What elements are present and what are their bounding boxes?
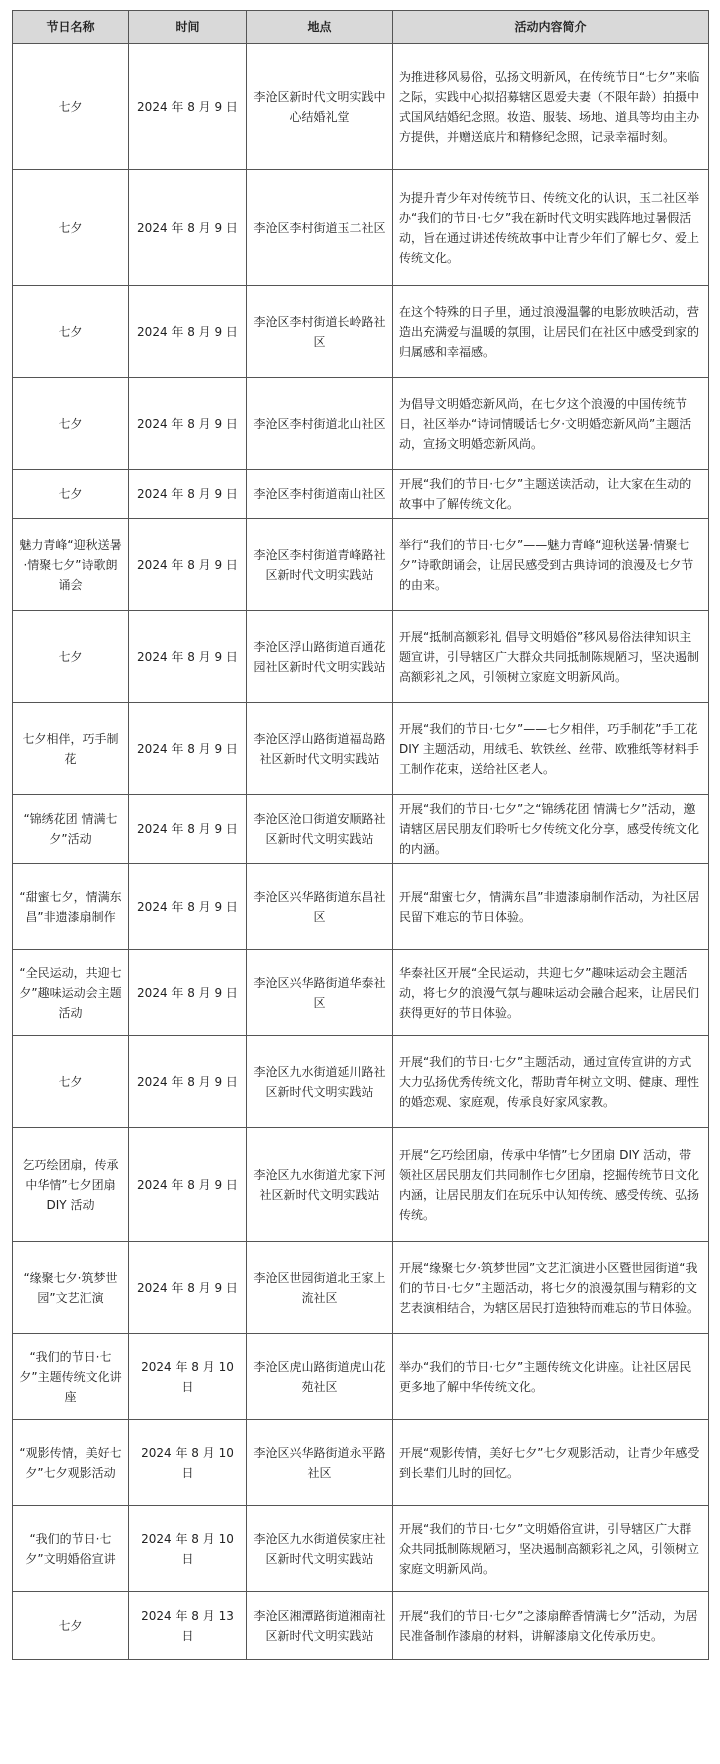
description-cell: 开展“我们的节日·七夕”主题活动，通过宣传宣讲的方式大力弘扬优秀传统文化，帮助青年树立文明、健康、理性的婚恋观、家庭观，传承良好家风家教。 (393, 1036, 709, 1128)
festival-name-cell: 七夕 (13, 470, 129, 519)
festival-name-cell: 七夕 (13, 170, 129, 286)
description-cell: 开展“我们的节日·七夕”主题送读活动，让大家在生动的故事中了解传统文化。 (393, 470, 709, 519)
location-cell: 李沧区浮山路街道福岛路社区新时代文明实践站 (247, 703, 393, 795)
table-row (13, 1036, 709, 1128)
festival-name-cell: 七夕 (13, 44, 129, 170)
location-cell: 李沧区李村街道北山社区 (247, 378, 393, 470)
time-cell: 2024 年 8 月 9 日 (129, 611, 247, 703)
location-cell: 李沧区李村街道玉二社区 (247, 170, 393, 286)
festival-name-cell: 七夕 (13, 378, 129, 470)
events-table (12, 10, 709, 1660)
table-row (13, 795, 709, 864)
description-cell: 华泰社区开展“全民运动，共迎七夕”趣味运动会主题活动，将七夕的浪漫气氛与趣味运动会融合起来，让居民们获得更好的节日体验。 (393, 950, 709, 1036)
location-cell: 李沧区世园街道北王家上流社区 (247, 1242, 393, 1334)
table-header-row (13, 11, 709, 44)
time-cell: 2024 年 8 月 10 日 (129, 1506, 247, 1592)
table-row (13, 1420, 709, 1506)
location-cell: 李沧区九水街道延川路社区新时代文明实践站 (247, 1036, 393, 1128)
time-cell: 2024 年 8 月 9 日 (129, 795, 247, 864)
festival-name-cell: 魅力青峰“迎秋送暑·情聚七夕”诗歌朗诵会 (13, 519, 129, 611)
time-cell: 2024 年 8 月 10 日 (129, 1334, 247, 1420)
festival-name-cell: “观影传情，美好七夕”七夕观影活动 (13, 1420, 129, 1506)
header-time: 时间 (129, 11, 247, 44)
description-cell: 开展“缘聚七夕·筑梦世园”文艺汇演进小区暨世园街道“我们的节日·七夕”主题活动，将七夕的浪漫氛围与精彩的文艺表演相结合，为辖区居民打造独特而难忘的节日体验。 (393, 1242, 709, 1334)
festival-name-cell: “我们的节日·七夕”文明婚俗宣讲 (13, 1506, 129, 1592)
festival-name-cell: 七夕相伴，巧手制花 (13, 703, 129, 795)
time-cell: 2024 年 8 月 9 日 (129, 286, 247, 378)
description-cell: 开展“观影传情，美好七夕”七夕观影活动，让青少年感受到长辈们儿时的回忆。 (393, 1420, 709, 1506)
location-cell: 李沧区虎山路街道虎山花苑社区 (247, 1334, 393, 1420)
time-cell: 2024 年 8 月 9 日 (129, 519, 247, 611)
time-cell: 2024 年 8 月 9 日 (129, 950, 247, 1036)
festival-name-cell: “甜蜜七夕，情满东昌”非遗漆扇制作 (13, 864, 129, 950)
festival-name-cell: “锦绣花团 情满七夕”活动 (13, 795, 129, 864)
table-row (13, 950, 709, 1036)
time-cell: 2024 年 8 月 13 日 (129, 1592, 247, 1660)
description-cell: 开展“我们的节日·七夕”之漆扇醉香情满七夕”活动，为居民准备制作漆扇的材料，讲解漆扇文化传承历史。 (393, 1592, 709, 1660)
description-cell: 举行“我们的节日·七夕”——魅力青峰“迎秋送暑·情聚七夕”诗歌朗诵会，让居民感受到古典诗词的浪漫及七夕节的由来。 (393, 519, 709, 611)
festival-name-cell: 七夕 (13, 286, 129, 378)
description-cell: 开展“甜蜜七夕，情满东昌”非遗漆扇制作活动，为社区居民留下难忘的节日体验。 (393, 864, 709, 950)
location-cell: 李沧区李村街道长岭路社区 (247, 286, 393, 378)
time-cell: 2024 年 8 月 9 日 (129, 703, 247, 795)
table-row (13, 703, 709, 795)
location-cell: 李沧区浮山路街道百通花园社区新时代文明实践站 (247, 611, 393, 703)
time-cell: 2024 年 8 月 9 日 (129, 378, 247, 470)
location-cell: 李沧区沧口街道安顺路社区新时代文明实践站 (247, 795, 393, 864)
table-row (13, 1242, 709, 1334)
festival-name-cell: 乞巧绘团扇，传承中华情”七夕团扇 DIY 活动 (13, 1128, 129, 1242)
table-row (13, 611, 709, 703)
description-cell: 开展“我们的节日·七夕”文明婚俗宣讲，引导辖区广大群众共同抵制陈规陋习，坚决遏制高额彩礼之风，引领树立家庭文明新风尚。 (393, 1506, 709, 1592)
time-cell: 2024 年 8 月 9 日 (129, 1128, 247, 1242)
festival-name-cell: “缘聚七夕·筑梦世园”文艺汇演 (13, 1242, 129, 1334)
table-row (13, 470, 709, 519)
time-cell: 2024 年 8 月 9 日 (129, 1242, 247, 1334)
header-location: 地点 (247, 11, 393, 44)
festival-name-cell: 七夕 (13, 1592, 129, 1660)
table-row (13, 378, 709, 470)
table-row (13, 1128, 709, 1242)
location-cell: 李沧区李村街道南山社区 (247, 470, 393, 519)
table-row (13, 170, 709, 286)
time-cell: 2024 年 8 月 10 日 (129, 1420, 247, 1506)
description-cell: 为推进移风易俗，弘扬文明新风，在传统节日“七夕”来临之际，实践中心拟招募辖区恩爱夫妻（不限年龄）拍摄中式国风结婚纪念照。妆造、服装、场地、道具等均由主办方提供，并赠送底片和精修纪念照，记录幸福时刻。 (393, 44, 709, 170)
time-cell: 2024 年 8 月 9 日 (129, 864, 247, 950)
description-cell: 为倡导文明婚恋新风尚，在七夕这个浪漫的中国传统节日，社区举办“诗词情暖话七夕·文明婚恋新风尚”主题活动，宣扬文明婚恋新风尚。 (393, 378, 709, 470)
header-description: 活动内容简介 (393, 11, 709, 44)
description-cell: 举办“我们的节日·七夕”主题传统文化讲座。让社区居民更多地了解中华传统文化。 (393, 1334, 709, 1420)
festival-name-cell: “我们的节日·七夕”主题传统文化讲座 (13, 1334, 129, 1420)
location-cell: 李沧区兴华路街道东昌社区 (247, 864, 393, 950)
location-cell: 李沧区九水街道尤家下河社区新时代文明实践站 (247, 1128, 393, 1242)
time-cell: 2024 年 8 月 9 日 (129, 1036, 247, 1128)
header-festival-name: 节日名称 (13, 11, 129, 44)
description-cell: 开展“我们的节日·七夕”之“锦绣花团 情满七夕”活动，邀请辖区居民朋友们聆听七夕传统文化分享，感受传统文化的内涵。 (393, 795, 709, 864)
location-cell: 李沧区九水街道侯家庄社区新时代文明实践站 (247, 1506, 393, 1592)
location-cell: 李沧区兴华路街道永平路社区 (247, 1420, 393, 1506)
location-cell: 李沧区新时代文明实践中心结婚礼堂 (247, 44, 393, 170)
location-cell: 李沧区湘潭路街道湘南社区新时代文明实践站 (247, 1592, 393, 1660)
table-row (13, 44, 709, 170)
table-row (13, 286, 709, 378)
time-cell: 2024 年 8 月 9 日 (129, 44, 247, 170)
location-cell: 李沧区李村街道青峰路社区新时代文明实践站 (247, 519, 393, 611)
festival-name-cell: 七夕 (13, 611, 129, 703)
table-row (13, 864, 709, 950)
description-cell: 开展“乞巧绘团扇，传承中华情”七夕团扇 DIY 活动，带领社区居民朋友们共同制作七夕团扇，挖掘传统节日文化内涵，让居民朋友们在玩乐中认知传统、感受传统、弘扬传统。 (393, 1128, 709, 1242)
table-row (13, 1592, 709, 1660)
description-cell: 在这个特殊的日子里，通过浪漫温馨的电影放映活动，营造出充满爱与温暖的氛围，让居民们在社区中感受到家的归属感和幸福感。 (393, 286, 709, 378)
table-row (13, 1506, 709, 1592)
location-cell: 李沧区兴华路街道华泰社区 (247, 950, 393, 1036)
description-cell: 为提升青少年对传统节日、传统文化的认识，玉二社区举办“我们的节日·七夕”我在新时代文明实践阵地过暑假活动，旨在通过讲述传统故事中让青少年们了解七夕、爱上传统文化。 (393, 170, 709, 286)
time-cell: 2024 年 8 月 9 日 (129, 170, 247, 286)
festival-name-cell: “全民运动，共迎七夕”趣味运动会主题活动 (13, 950, 129, 1036)
festival-name-cell: 七夕 (13, 1036, 129, 1128)
table-row (13, 519, 709, 611)
table-row (13, 1334, 709, 1420)
time-cell: 2024 年 8 月 9 日 (129, 470, 247, 519)
description-cell: 开展“我们的节日·七夕”——七夕相伴，巧手制花”手工花 DIY 主题活动，用绒毛、软铁丝、丝带、欧雅纸等材料手工制作花束，送给社区老人。 (393, 703, 709, 795)
description-cell: 开展“抵制高额彩礼 倡导文明婚俗”移风易俗法律知识主题宣讲，引导辖区广大群众共同抵制陈规陋习，坚决遏制高额彩礼之风，引领树立家庭文明新风尚。 (393, 611, 709, 703)
